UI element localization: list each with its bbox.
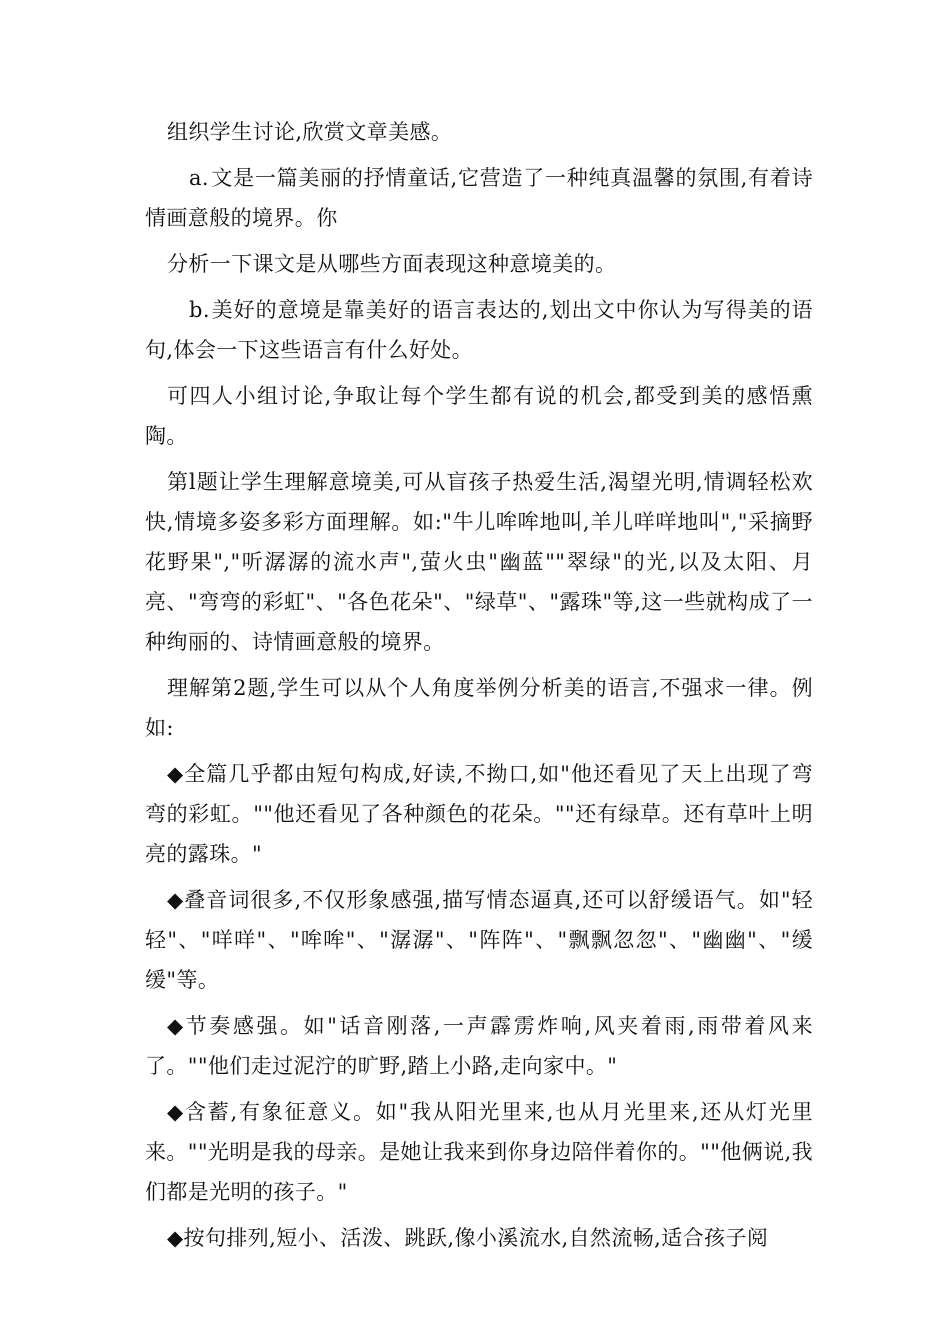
paragraph-text: ◆节奏感强。如"话音刚落,一声霹雳炸响,风夹着雨,雨带着风来了。""他们走过泥泞的旷野,踏上小路,走向家中。" <box>145 1014 813 1078</box>
paragraph-text: 组织学生讨论,欣赏文章美感。 <box>167 120 453 144</box>
paragraph-text: ◆按句排列,短小、活泼、跳跃,像小溪流水,自然流畅,适合孩子阅 <box>167 1226 769 1250</box>
paragraph <box>145 376 813 456</box>
paragraph-text: 理解第2题,学生可以从个人角度举例分析美的语言,不强求一律。例如: <box>145 676 813 740</box>
list-marker: a. <box>189 166 209 190</box>
paragraph-text: 文是一篇美丽的抒情童话,它营造了一种纯真温馨的氛围,有着诗情画意般的境界。你 <box>145 166 813 230</box>
paragraph <box>145 244 813 284</box>
paragraph <box>145 462 813 662</box>
paragraph-text: 可四人小组讨论,争取让每个学生都有说的机会,都受到美的感悟熏陶。 <box>145 384 813 448</box>
bullet-paragraph <box>145 1006 813 1086</box>
list-item <box>145 158 813 238</box>
paragraph <box>145 668 813 748</box>
list-marker: b. <box>189 298 210 322</box>
bullet-paragraph <box>145 880 813 1000</box>
bullet-paragraph <box>145 1092 813 1212</box>
paragraph <box>145 112 813 152</box>
paragraph-text: 美好的意境是靠美好的语言表达的,划出文中你认为写得美的语句,体会一下这些语言有什么好处。 <box>145 298 813 362</box>
bullet-paragraph <box>145 754 813 874</box>
paragraph-text: 第l题让学生理解意境美,可从盲孩子热爱生活,渴望光明,情调轻松欢快,情境多姿多彩方面理解。如:"牛儿哞哞地叫,羊儿咩咩地叫","采摘野花野果","听潺潺的流水声",萤火虫"幽蓝""翠绿"的光,以及太阳、月亮、"弯弯的彩虹"、"各色花朵"、"绿草"、"露珠"等,这一些就构成了一种绚丽的、诗情画意般的境界。 <box>145 470 813 654</box>
paragraph-text: ◆含蓄,有象征意义。如"我从阳光里来,也从月光里来,还从灯光里来。""光明是我的母亲。是她让我来到你身边陪伴着你的。""他俩说,我们都是光明的孩子。" <box>145 1100 813 1204</box>
paragraph-text: ◆全篇几乎都由短句构成,好读,不拗口,如"他还看见了天上出现了弯弯的彩虹。""他还看见了各种颜色的花朵。""还有绿草。还有草叶上明亮的露珠。" <box>145 762 813 866</box>
document-body <box>145 112 813 1264</box>
paragraph-text: 分析一下课文是从哪些方面表现这种意境美的。 <box>167 252 617 276</box>
list-item <box>145 290 813 370</box>
bullet-paragraph <box>145 1218 813 1258</box>
paragraph-text: ◆叠音词很多,不仅形象感强,描写情态逼真,还可以舒缓语气。如"轻轻"、"咩咩"、"哞哞"、"潺潺"、"阵阵"、"飘飘忽忽"、"幽幽"、"缓缓"等。 <box>145 888 813 992</box>
